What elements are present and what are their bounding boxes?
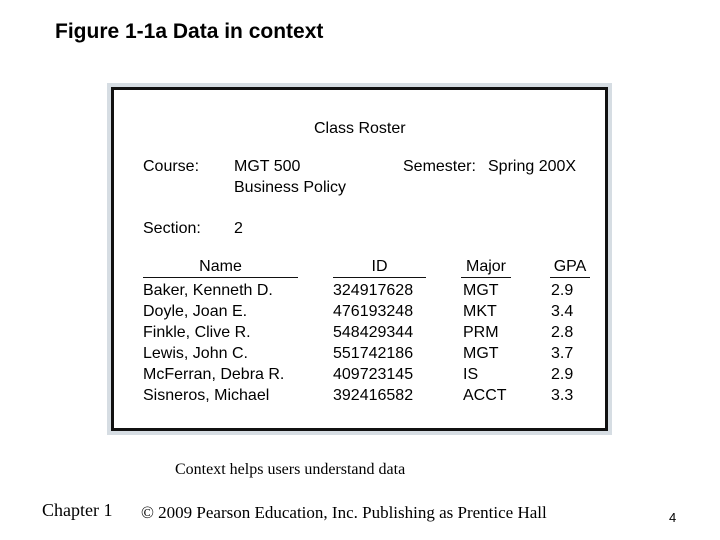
student-id: 551742186	[333, 345, 414, 362]
student-name: Baker, Kenneth D.	[143, 282, 273, 299]
table-row	[114, 345, 605, 366]
student-gpa: 2.9	[551, 366, 574, 383]
course-label: Course:	[143, 158, 200, 175]
student-name: Sisneros, Michael	[143, 387, 270, 404]
table-row	[114, 387, 605, 408]
student-major: ACCT	[463, 387, 507, 404]
table-row	[114, 282, 605, 303]
student-major: MGT	[463, 345, 499, 362]
course-code: MGT 500	[234, 158, 301, 175]
column-header-name: Name	[143, 258, 298, 278]
student-major: IS	[463, 366, 479, 383]
slide-title: Figure 1-1a Data in context	[55, 20, 324, 43]
table-row	[114, 324, 605, 345]
student-major: MGT	[463, 282, 499, 299]
student-name: Finkle, Clive R.	[143, 324, 251, 341]
section-label: Section:	[143, 220, 201, 237]
roster-title: Class Roster	[314, 120, 406, 137]
semester-label: Semester:	[403, 158, 476, 175]
figure-caption: Context helps users understand data	[175, 461, 406, 478]
table-row	[114, 303, 605, 324]
page-number: 4	[669, 510, 677, 525]
student-id: 476193248	[333, 303, 414, 320]
section-value: 2	[234, 220, 243, 237]
student-name: Doyle, Joan E.	[143, 303, 248, 320]
student-major: PRM	[463, 324, 499, 341]
column-header-gpa: GPA	[550, 258, 590, 278]
student-gpa: 3.3	[551, 387, 574, 404]
student-gpa: 3.7	[551, 345, 574, 362]
student-gpa: 3.4	[551, 303, 574, 320]
student-id: 392416582	[333, 387, 414, 404]
student-gpa: 2.8	[551, 324, 574, 341]
student-major: MKT	[463, 303, 497, 320]
table-row	[114, 366, 605, 387]
footer-copyright: © 2009 Pearson Education, Inc. Publishing as Prentice Hall	[141, 503, 547, 522]
figure-frame	[107, 83, 612, 435]
student-id: 548429344	[333, 324, 414, 341]
semester-value: Spring 200X	[488, 158, 577, 175]
student-id: 409723145	[333, 366, 414, 383]
student-name: Lewis, John C.	[143, 345, 248, 362]
class-roster-card	[111, 87, 608, 431]
student-gpa: 2.9	[551, 282, 574, 299]
column-header-major: Major	[461, 258, 511, 278]
footer-chapter: Chapter 1	[42, 500, 113, 520]
student-name: McFerran, Debra R.	[143, 366, 285, 383]
course-name: Business Policy	[234, 179, 347, 196]
column-header-id: ID	[333, 258, 426, 278]
student-id: 324917628	[333, 282, 414, 299]
